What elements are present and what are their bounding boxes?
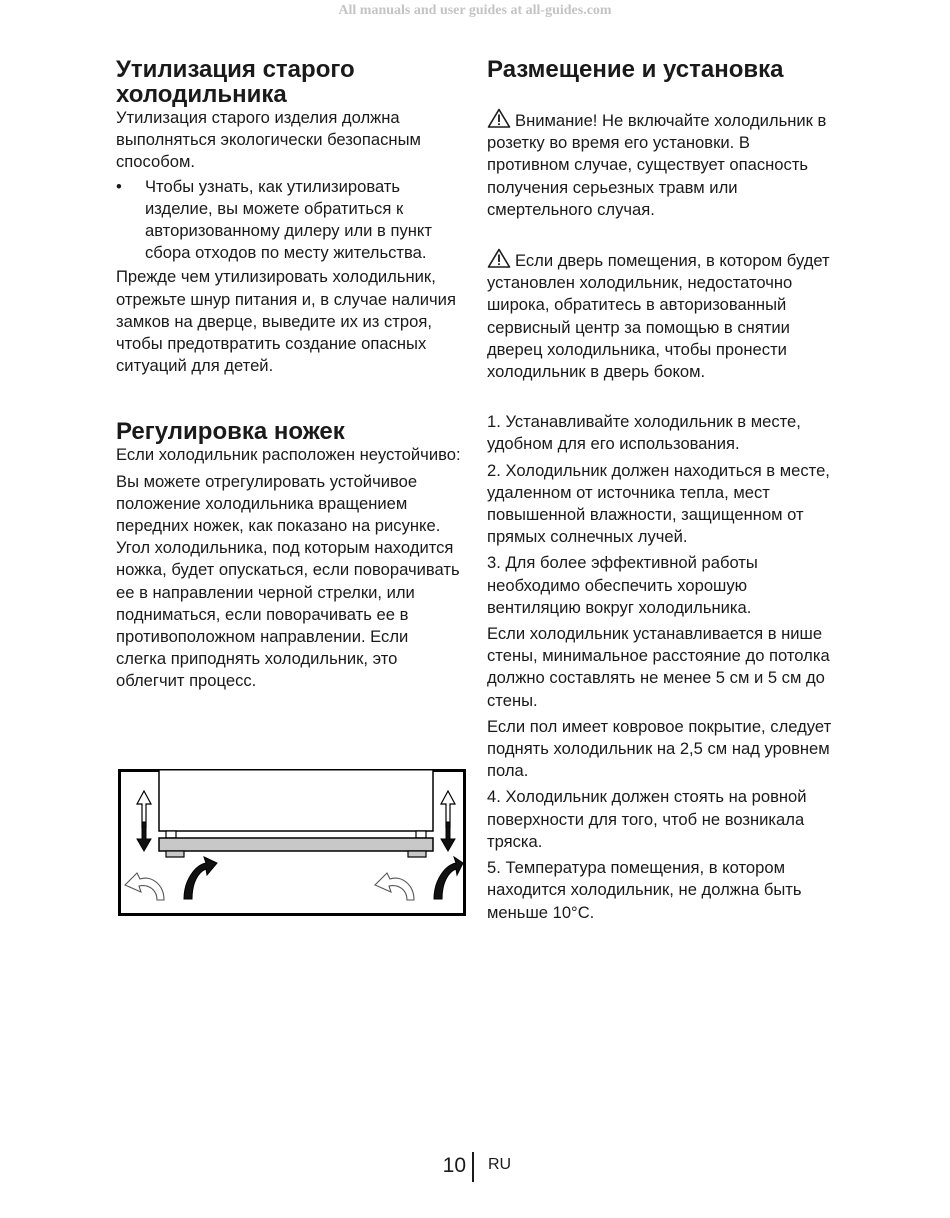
- left-column: [116, 57, 461, 693]
- legs-paragraph: Вы можете отрегулировать устойчивое положение холодильника вращением передних ножек, как показано на рисунке. Угол холодильника, под которым находится ножка, будет опускаться, если поворачивать ее в направлении черной стрелки, или подниматься, если поворачивать ее в противоположном направлении. Если слегка приподнять холодильник, это облегчит процесс.: [116, 471, 460, 691]
- warning-power-text: Внимание! Не включайте холодильник в розетку во время его установки. В противном случае, существует опасность получения серьезных травм или смертельного случая.: [487, 111, 827, 219]
- step-4: 4. Холодильник должен стоять на ровной поверхности для того, чтоб не возникала тряска.: [487, 787, 807, 851]
- step-5: 5. Температура помещения, в котором находится холодильник, не должна быть меньше 10°С.: [487, 858, 802, 922]
- language-code: RU: [488, 1156, 512, 1173]
- warning-power: [487, 108, 837, 221]
- disposal-bullets: [116, 176, 461, 265]
- disposal-intro: Утилизация старого изделия должна выполняться экологически безопасным способом.: [116, 108, 421, 172]
- watermark: All manuals and user guides at all-guides.com: [338, 3, 612, 18]
- right-column: [487, 57, 837, 924]
- disposal-section: [116, 57, 461, 377]
- warning-triangle-icon: [487, 248, 511, 267]
- legs-section: [116, 419, 461, 692]
- footer-divider: [472, 1152, 474, 1182]
- warning-door-text: Если дверь помещения, в котором будет установлен холодильник, недостаточно широка, обратитесь в авторизованный сервисный центр за помощью в снятии дверец холодильника, чтобы пронести холодильник в дверь боком.: [487, 251, 830, 382]
- warning-door: [487, 248, 837, 383]
- legs-title: Регулировка ножек: [116, 418, 345, 446]
- step-3: 3. Для более эффективной работы необходимо обеспечить хорошую вентиляцию вокруг холодильника.: [487, 553, 758, 617]
- placement-title: Размещение и установка: [487, 56, 784, 83]
- leg-adjustment-illustration: [118, 769, 466, 916]
- step-2: 2. Холодильник должен находиться в месте, удаленном от источника тепла, мест повышенной влажности, защищенном от прямых солнечных лучей.: [487, 460, 830, 547]
- disposal-paragraph: Прежде чем утилизировать холодильник, отрежьте шнур питания и, в случае наличия замков на дверце, выведите их из строя, чтобы предотвратить создание опасных ситуаций для детей.: [116, 267, 456, 376]
- disposal-title: Утилизация старого холодильника: [116, 56, 355, 108]
- niche-note: Если холодильник устанавливается в нише стены, минимальное расстояние до потолка должно составлять не менее 5 см и 5 см до стены.: [487, 624, 830, 710]
- disposal-bullet: • Чтобы узнать, как утилизировать изделие, вы можете обратиться к авторизованному дилеру или в пункт сбора отходов по месту жительства.: [116, 176, 461, 265]
- legs-intro: Если холодильник расположен неустойчиво:: [116, 445, 461, 465]
- carpet-note: Если пол имеет ковровое покрытие, следует поднять холодильник на 2,5 см над уровнем пола.: [487, 716, 832, 781]
- warning-triangle-icon: [487, 108, 511, 127]
- step-1: 1. Устанавливайте холодильник в месте, удобном для его использования.: [487, 412, 801, 454]
- page-number: 10: [442, 1154, 466, 1177]
